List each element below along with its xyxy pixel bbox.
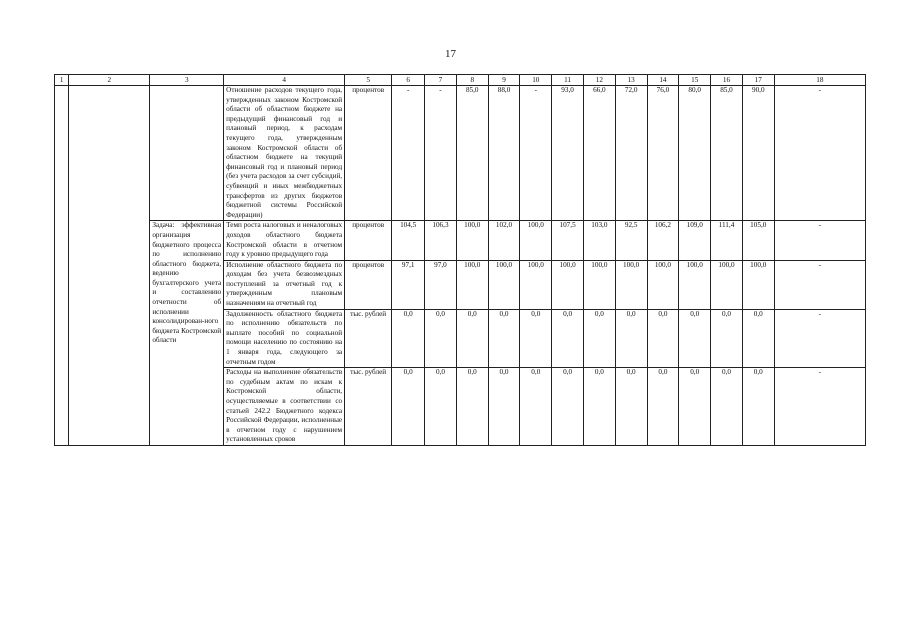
- task-cell-empty: [150, 86, 224, 221]
- indicator-cell: Расходы на выполнение обязательств по судебным актам по искам к Костромской области, осуществляемые в соответствии со статьей 242.2 Бюджетного кодекса Российской Федерации, исполненные в отчетном году с нарушением установленных сроков: [224, 368, 345, 446]
- indicator-cell: Темп роста налоговых и неналоговых доходов областного бюджета Костромской области в отчетном году к уровню предыдущего года: [224, 221, 345, 260]
- column-number: 9: [488, 75, 520, 86]
- table-row: [55, 86, 866, 221]
- value-cell: 0,0: [488, 309, 520, 368]
- value-cell: 111,4: [711, 221, 743, 260]
- value-cell: 100,0: [456, 221, 488, 260]
- value-cell: 106,3: [425, 221, 457, 260]
- row-number-cell: [55, 86, 69, 446]
- value-cell: 0,0: [456, 309, 488, 368]
- value-cell: 93,0: [552, 86, 584, 221]
- value-cell: 106,2: [647, 221, 679, 260]
- value-cell: 92,5: [615, 221, 647, 260]
- value-cell: 0,0: [679, 309, 711, 368]
- value-cell: 107,5: [552, 221, 584, 260]
- value-cell: 0,0: [711, 309, 743, 368]
- value-cell: -: [425, 86, 457, 221]
- value-cell: 0,0: [615, 368, 647, 446]
- value-cell: 100,0: [679, 260, 711, 309]
- unit-cell: тыс. рублей: [345, 309, 392, 368]
- value-cell: 0,0: [520, 368, 552, 446]
- value-cell: 0,0: [425, 368, 457, 446]
- note-cell: -: [774, 221, 865, 260]
- value-cell: 0,0: [552, 368, 584, 446]
- value-cell: 0,0: [647, 368, 679, 446]
- value-cell: -: [392, 86, 425, 221]
- unit-cell: процентов: [345, 221, 392, 260]
- column-number: 10: [520, 75, 552, 86]
- value-cell: 85,0: [456, 86, 488, 221]
- value-cell: 0,0: [456, 368, 488, 446]
- value-cell: 97,1: [392, 260, 425, 309]
- column-number: 12: [583, 75, 615, 86]
- unit-cell: процентов: [345, 86, 392, 221]
- value-cell: 66,0: [583, 86, 615, 221]
- value-cell: 97,0: [425, 260, 457, 309]
- value-cell: 100,0: [552, 260, 584, 309]
- indicator-cell: Исполнение областного бюджета по доходам без учета безвозмездных поступлений за отчетный год к утвержденным плановым назначениям на отчетный год: [224, 260, 345, 309]
- indicator-cell: Отношение расходов текущего года, утвержденных законом Костромской области об областном бюджете на предыдущий финансовый год и плановый период, к расходам текущего года, утвержденным законом Костромской области об областном бюджете на текущий финансовый год и плановый период (без учета расходов за счет субсидий, субвенций и иных межбюджетных трансфертов из других бюджетов бюджетной системы Российской Федерации): [224, 86, 345, 221]
- column-number: 5: [345, 75, 392, 86]
- unit-cell: процентов: [345, 260, 392, 309]
- column-number: 13: [615, 75, 647, 86]
- value-cell: 104,5: [392, 221, 425, 260]
- value-cell: 103,0: [583, 221, 615, 260]
- column-number: 11: [552, 75, 584, 86]
- indicators-table: [54, 74, 866, 446]
- value-cell: 0,0: [392, 309, 425, 368]
- column-number: 15: [679, 75, 711, 86]
- value-cell: 88,0: [488, 86, 520, 221]
- column-number-row: [55, 75, 866, 86]
- table-row: [55, 221, 866, 260]
- value-cell: 102,0: [488, 221, 520, 260]
- column-number: 18: [774, 75, 865, 86]
- value-cell: 100,0: [456, 260, 488, 309]
- column-number: 16: [711, 75, 743, 86]
- value-cell: 0,0: [583, 309, 615, 368]
- value-cell: 80,0: [679, 86, 711, 221]
- column-number: 14: [647, 75, 679, 86]
- column-number: 8: [456, 75, 488, 86]
- program-cell: [69, 86, 150, 446]
- value-cell: 76,0: [647, 86, 679, 221]
- task-cell: Задача: эффективная организация бюджетного процесса по исполнению областного бюджета, ведению бухгалтерского учета и составлению отчетности об исполнении консолидирован-ного бюджета Костромской области: [150, 221, 224, 446]
- value-cell: 0,0: [392, 368, 425, 446]
- value-cell: 105,0: [742, 221, 774, 260]
- indicator-cell: Задолженность областного бюджета по исполнению обязательств по выплате пособий по социальной помощи населению по состоянию на 1 января года, следующего за отчетным годом: [224, 309, 345, 368]
- value-cell: 0,0: [615, 309, 647, 368]
- value-cell: 109,0: [679, 221, 711, 260]
- column-number: 7: [425, 75, 457, 86]
- value-cell: 0,0: [679, 368, 711, 446]
- value-cell: 0,0: [742, 309, 774, 368]
- note-cell: -: [774, 260, 865, 309]
- value-cell: 0,0: [488, 368, 520, 446]
- page-number: 17: [445, 48, 456, 60]
- value-cell: 100,0: [742, 260, 774, 309]
- column-number: 2: [69, 75, 150, 86]
- value-cell: -: [520, 86, 552, 221]
- value-cell: 0,0: [711, 368, 743, 446]
- value-cell: 100,0: [647, 260, 679, 309]
- note-cell: -: [774, 309, 865, 368]
- value-cell: 0,0: [647, 309, 679, 368]
- column-number: 1: [55, 75, 69, 86]
- value-cell: 0,0: [742, 368, 774, 446]
- column-number: 3: [150, 75, 224, 86]
- note-cell: -: [774, 86, 865, 221]
- value-cell: 0,0: [583, 368, 615, 446]
- value-cell: 100,0: [488, 260, 520, 309]
- column-number: 6: [392, 75, 425, 86]
- column-number: 4: [224, 75, 345, 86]
- note-cell: -: [774, 368, 865, 446]
- value-cell: 90,0: [742, 86, 774, 221]
- value-cell: 100,0: [520, 260, 552, 309]
- value-cell: 85,0: [711, 86, 743, 221]
- value-cell: 0,0: [552, 309, 584, 368]
- column-number: 17: [742, 75, 774, 86]
- value-cell: 100,0: [711, 260, 743, 309]
- unit-cell: тыс. рублей: [345, 368, 392, 446]
- value-cell: 0,0: [425, 309, 457, 368]
- value-cell: 100,0: [520, 221, 552, 260]
- value-cell: 100,0: [583, 260, 615, 309]
- value-cell: 100,0: [615, 260, 647, 309]
- value-cell: 72,0: [615, 86, 647, 221]
- value-cell: 0,0: [520, 309, 552, 368]
